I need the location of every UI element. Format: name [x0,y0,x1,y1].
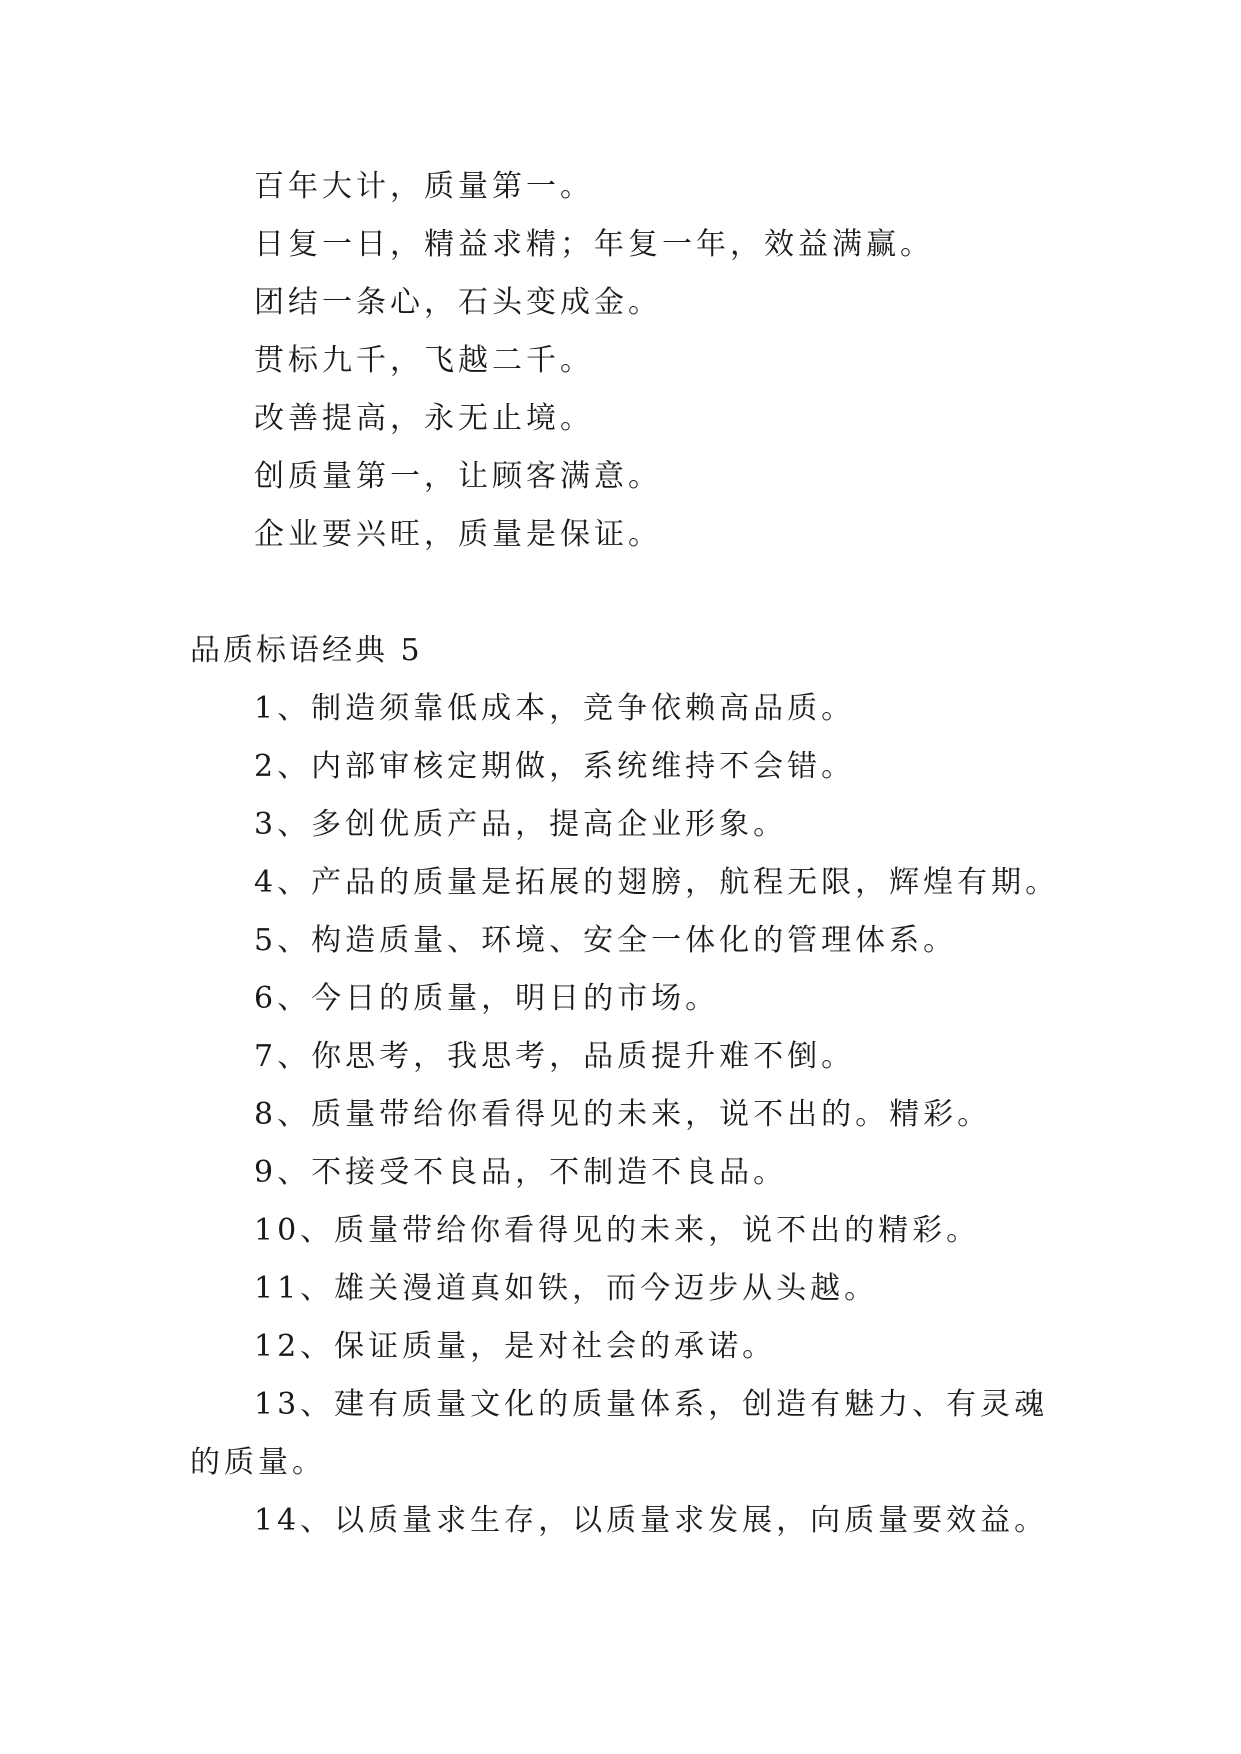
list-item: 2、内部审核定期做，系统维持不会错。 [254,749,856,784]
slogan-line: 创质量第一，让顾客满意。 [254,459,662,494]
list-item: 13、建有质量文化的质量体系，创造有魅力、有灵魂的质量。 [190,1387,1049,1480]
list-item: 3、多创优质产品，提高企业形象。 [254,807,788,842]
slogan-line: 日复一日，精益求精；年复一年，效益满赢。 [254,227,934,262]
slogan-line: 贯标九千，飞越二千。 [254,343,594,378]
slogan-block [190,158,1070,564]
list-item: 9、不接受不良品，不制造不良品。 [254,1155,788,1190]
list-item: 1、制造须靠低成本，竞争依赖高品质。 [254,691,856,726]
list-item: 14、以质量求生存，以质量求发展，向质量要效益。 [254,1503,1049,1538]
slogan-line: 企业要兴旺，质量是保证。 [254,517,662,552]
list-item: 8、质量带给你看得见的未来，说不出的。精彩。 [254,1097,992,1132]
list-item: 12、保证质量，是对社会的承诺。 [254,1329,777,1364]
list-item: 11、雄关漫道真如铁，而今迈步从头越。 [254,1271,879,1306]
slogan-list [190,680,1070,1550]
list-item: 5、构造质量、环境、安全一体化的管理体系。 [254,923,958,958]
section-heading: 品质标语经典 5 [190,633,423,668]
list-item: 10、质量带给你看得见的未来，说不出的精彩。 [254,1213,981,1248]
slogan-line: 团结一条心，石头变成金。 [254,285,662,320]
list-item: 7、你思考，我思考，品质提升难不倒。 [254,1039,856,1074]
list-item: 4、产品的质量是拓展的翅膀，航程无限，辉煌有期。 [254,865,1060,900]
slogan-line: 百年大计，质量第一。 [254,169,594,204]
slogan-line: 改善提高，永无止境。 [254,401,594,436]
list-item: 6、今日的质量，明日的市场。 [254,981,720,1016]
